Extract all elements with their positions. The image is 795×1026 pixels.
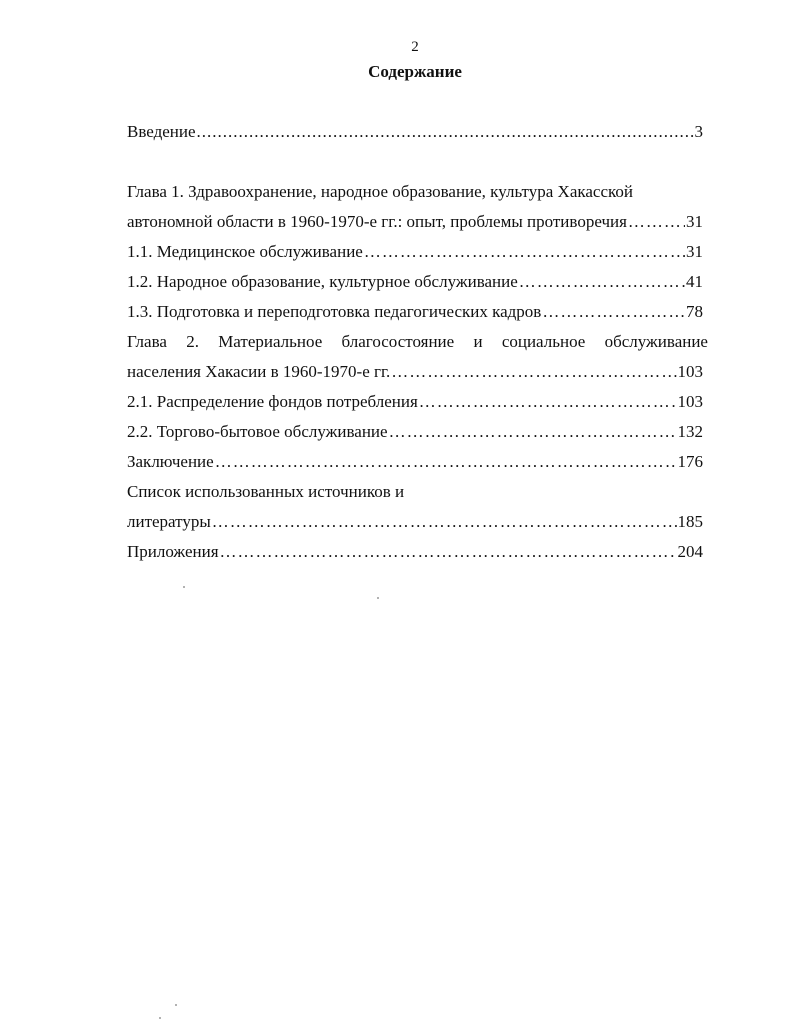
toc-word: Глава xyxy=(127,332,167,351)
toc-word: Материальное xyxy=(218,332,323,351)
toc-entry-label: Приложения xyxy=(127,542,219,561)
dot-leader xyxy=(215,452,677,472)
dot-leader xyxy=(389,422,677,442)
toc-entry-chapter-2 xyxy=(127,362,703,382)
scan-speck xyxy=(175,1004,177,1006)
toc-entry-label: Введение xyxy=(127,122,196,141)
toc-entry-page: 31 xyxy=(686,212,703,231)
dot-leader xyxy=(220,542,677,562)
toc-entry-page: 103 xyxy=(677,362,703,381)
toc-entry-label: литературы xyxy=(127,512,211,531)
toc-word: социальное xyxy=(501,332,586,351)
toc-entry-introduction xyxy=(127,122,703,142)
toc-entry-references xyxy=(127,512,703,532)
scan-speck xyxy=(183,586,185,588)
toc-word: и xyxy=(473,332,483,351)
toc-entry-label: 2.2. Торгово-бытовое обслуживание xyxy=(127,422,388,441)
toc-entry-label: 2.1. Распределение фондов потребления xyxy=(127,392,418,411)
toc-word: обслуживание xyxy=(604,332,708,351)
toc-entry-page: 185 xyxy=(677,512,703,531)
toc-chapter-2-line-1 xyxy=(127,332,708,352)
dot-leader xyxy=(212,512,677,532)
toc-entry-page: 176 xyxy=(677,452,703,471)
toc-entry-section-1-3 xyxy=(127,302,703,322)
toc-entry-page: 3 xyxy=(694,122,703,141)
dot-leader xyxy=(364,242,685,262)
toc-entry-label: автономной области в 1960-1970-е гг.: опыт, проблемы противоречия xyxy=(127,212,627,231)
toc-word: благосостояние xyxy=(341,332,455,351)
toc-entry-label: 1.1. Медицинское обслуживание xyxy=(127,242,363,261)
toc-entry-page: 41 xyxy=(686,272,703,291)
page-number: 2 xyxy=(411,39,419,55)
toc-entry-section-1-1 xyxy=(127,242,703,262)
page-title: Содержание xyxy=(368,62,462,81)
toc-entry-page: 31 xyxy=(686,242,703,261)
toc-entry-section-2-2 xyxy=(127,422,703,442)
toc-entry-conclusion xyxy=(127,452,703,472)
toc-entry-page: 78 xyxy=(686,302,703,321)
dot-leader xyxy=(519,272,685,292)
toc-entry-page: 132 xyxy=(677,422,703,441)
toc-entry-label: Заключение xyxy=(127,452,214,471)
toc-entry-label: населения Хакасии в 1960-1970-е гг. xyxy=(127,362,391,381)
toc-entry-appendices xyxy=(127,542,703,562)
toc-chapter-1-line-1: Глава 1. Здравоохранение, народное образование, культура Хакасской xyxy=(127,182,633,201)
toc-word: 2. xyxy=(186,332,199,351)
scan-speck xyxy=(377,597,379,599)
toc-entry-label: 1.3. Подготовка и переподготовка педагогических кадров xyxy=(127,302,542,321)
toc-entry-chapter-1 xyxy=(127,212,703,232)
dot-leader xyxy=(628,212,685,232)
toc-entry-label: 1.2. Народное образование, культурное обслуживание xyxy=(127,272,518,291)
scan-speck xyxy=(159,1017,161,1019)
dot-leader xyxy=(542,302,685,322)
dot-leader xyxy=(197,122,694,142)
dot-leader xyxy=(419,392,677,412)
dot-leader xyxy=(391,362,676,382)
toc-references-line-1: Список использованных источников и xyxy=(127,482,405,501)
toc-entry-page: 204 xyxy=(677,542,703,561)
toc-entry-section-2-1 xyxy=(127,392,703,412)
toc-entry-section-1-2 xyxy=(127,272,703,292)
toc-entry-page: 103 xyxy=(677,392,703,411)
